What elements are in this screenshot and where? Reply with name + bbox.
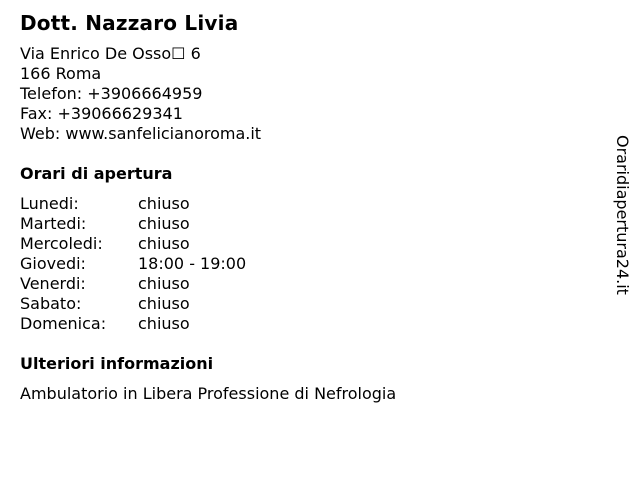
hours-value: chiuso [138,234,190,253]
hours-day-label: Lunedi: [20,194,79,213]
hours-day-label: Mercoledi: [20,234,103,253]
hours-day-label: Domenica: [20,314,107,333]
hours-day-label: Venerdi: [20,274,86,293]
additional-info-heading: Ulteriori informazioni [20,354,214,373]
hours-day-label: Martedi: [20,214,87,233]
address-street: Via Enrico De Osso☐ 6 [20,44,201,63]
hours-row-friday [20,274,600,294]
hours-day-label: Giovedi: [20,254,86,273]
opening-hours-table [20,194,600,334]
hours-value: 18:00 - 19:00 [138,254,247,273]
website: Web: www.sanfelicianoroma.it [20,124,262,143]
listing-card [20,10,600,404]
hours-value: chiuso [138,314,190,333]
phone-number: Telefon: +3906664959 [20,84,203,103]
address-city: 166 Roma [20,64,102,83]
hours-row-thursday [20,254,600,274]
additional-info-text: Ambulatorio in Libera Professione di Nefrologia [20,384,397,403]
hours-row-sunday [20,314,600,334]
hours-row-tuesday [20,214,600,234]
hours-value: chiuso [138,274,190,293]
hours-value: chiuso [138,294,190,313]
opening-hours-heading: Orari di apertura [20,164,173,183]
hours-value: chiuso [138,214,190,233]
hours-day-label: Sabato: [20,294,82,313]
contact-block [20,44,600,144]
page-title: Dott. Nazzaro Livia [20,11,239,35]
site-watermark: Oraridiapertura24.it [613,135,632,295]
hours-row-monday [20,194,600,214]
fax-number: Fax: +39066629341 [20,104,183,123]
hours-value: chiuso [138,194,190,213]
hours-row-wednesday [20,234,600,254]
hours-row-saturday [20,294,600,314]
